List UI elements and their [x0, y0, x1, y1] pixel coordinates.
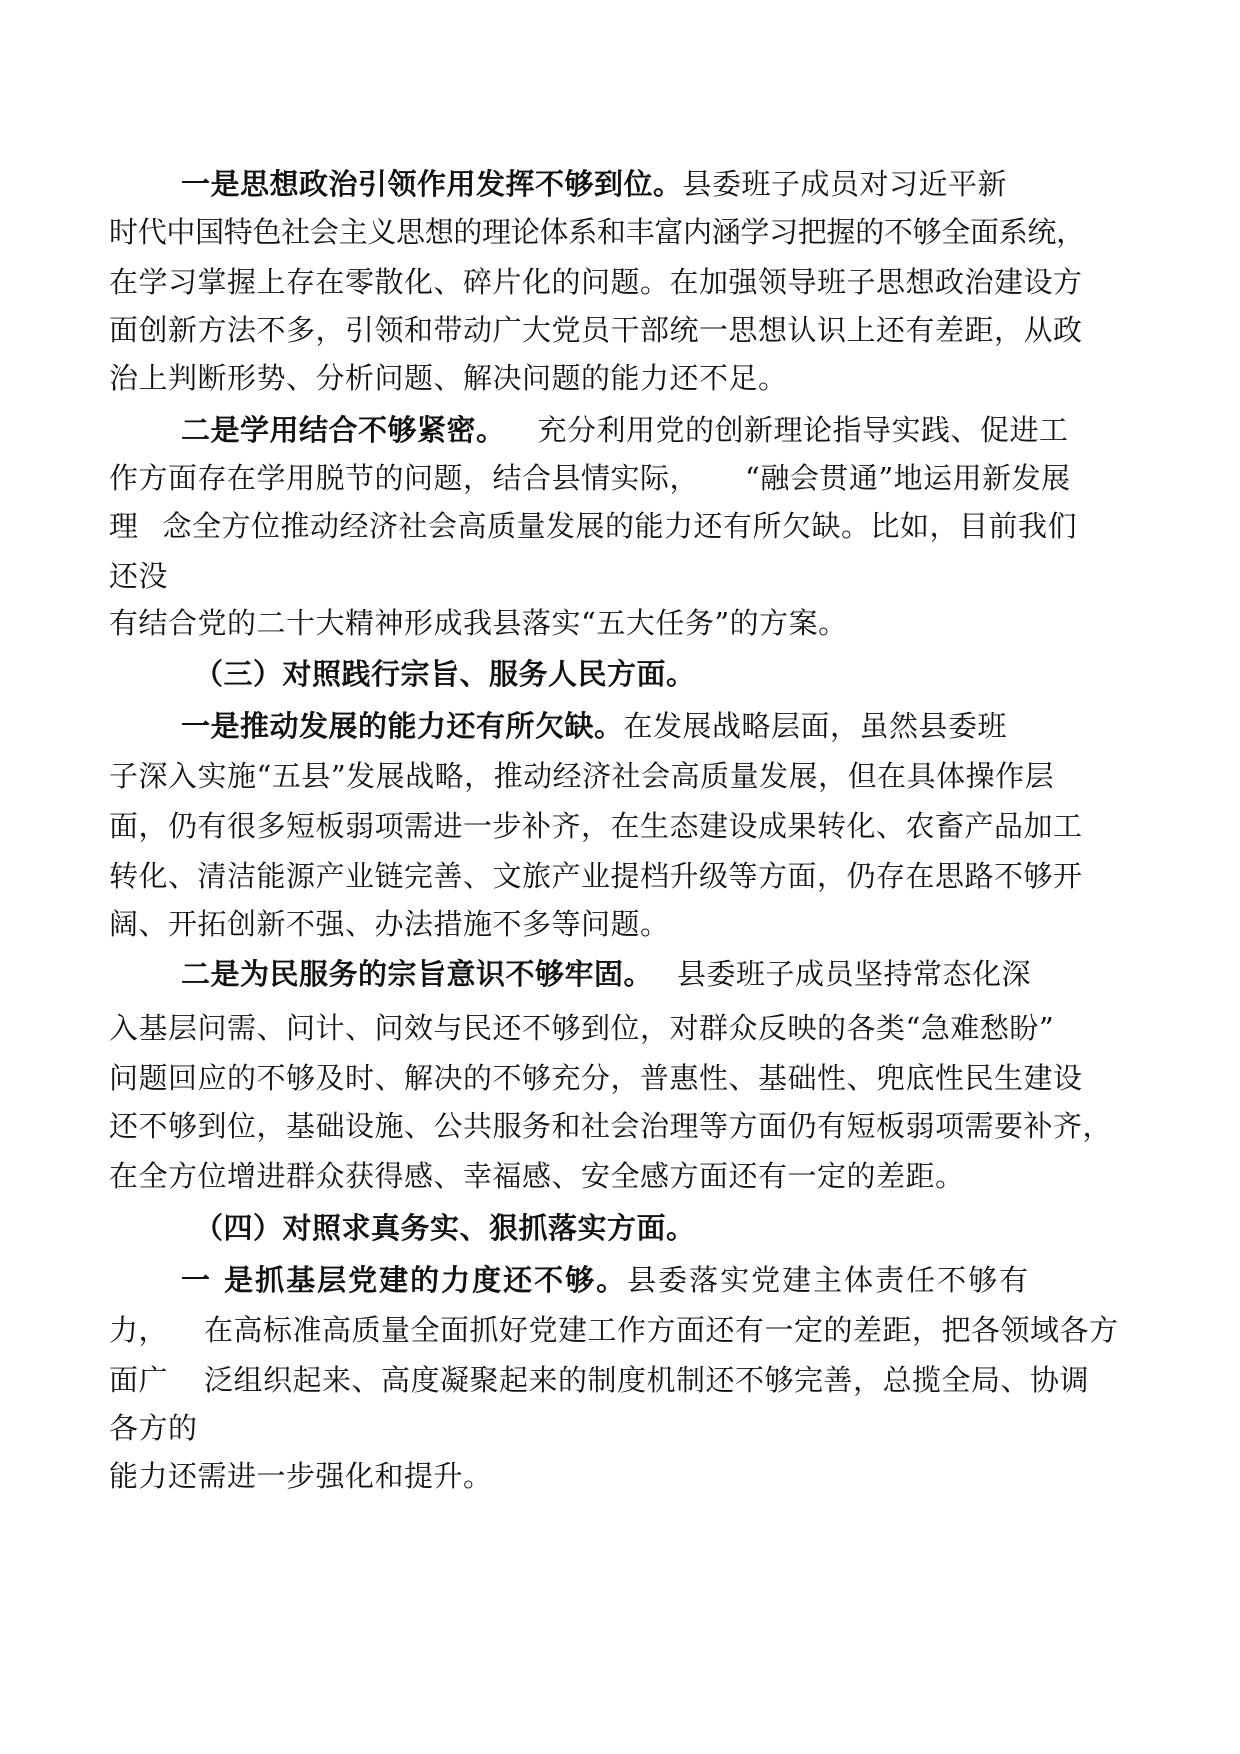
paragraph-3-line-2: 子深入实施“五县”发展战略，推动经济社会高质量发展，但在具体操作层: [109, 759, 1055, 793]
paragraph-4-line-5: 在全方位增进群众获得感、幸福感、安全感方面还有一定的差距。: [109, 1159, 965, 1193]
paragraph-1-line-5: 治上判断形势、分析问题、解决问题的能力还不足。: [109, 361, 788, 395]
paragraph-1-heading: 一是思想政治引领作用发挥不够到位。: [181, 167, 683, 201]
section-heading-3: （三）对照践行宗旨、服务人民方面。: [194, 657, 696, 691]
paragraph-2-text: 充分利用党的创新理论指导实践、促进工: [537, 413, 1069, 447]
paragraph-3-line-4: 转化、清洁能源产业链完善、文旅产业提档升级等方面，仍存在思路不够开: [109, 859, 1083, 893]
paragraph-1-text: 县委班子成员对习近平新: [682, 167, 1008, 201]
paragraph-1-line-4: 面创新方法不多，引领和带动广大党员干部统一思想认识上还有差距，从政: [109, 313, 1083, 347]
paragraph-4-line-4: 还不够到位，基础设施、公共服务和社会治理等方面仍有短板弱项需要补齐，: [109, 1109, 1113, 1143]
paragraph-5-line-1: [181, 1263, 1031, 1297]
paragraph-2-line-2: [109, 461, 1071, 495]
paragraph-4-line-2: 入基层问需、问计、问效与民还不够到位，对群众反映的各类“急难愁盼”: [109, 1011, 1055, 1045]
paragraph-5-line-3a: 面广: [109, 1363, 169, 1397]
paragraph-5-text: 县委落实党建主体责任不够有: [627, 1263, 1031, 1297]
paragraph-3-heading: 一是推动发展的能力还有所欠缺。: [181, 709, 624, 743]
paragraph-4-line-3: 问题回应的不够及时、解决的不够充分，普惠性、基础性、兜底性民生建设: [109, 1061, 1083, 1095]
paragraph-5-line-3b: 泛组织起来、高度凝聚起来的制度机制还不够完善，总揽全局、协调: [204, 1363, 1090, 1397]
paragraph-4-text: 县委班子成员坚持常态化深: [677, 957, 1032, 991]
paragraph-5-line-2: [109, 1313, 1119, 1347]
paragraph-2-heading: 二是学用结合不够紧密。: [181, 413, 506, 447]
paragraph-2-line-3a: 理: [109, 509, 139, 543]
paragraph-2-line-2b: “融会贯通”地运用新发展: [745, 461, 1071, 495]
paragraph-1-line-2: 时代中国特色社会主义思想的理论体系和丰富内涵学习把握的不够全面系统，: [109, 215, 1085, 249]
paragraph-5-line-5: 能力还需进一步强化和提升。: [109, 1459, 493, 1493]
paragraph-3-text: 在发展战略层面，虽然县委班: [623, 709, 1008, 743]
paragraph-2-line-1: [181, 413, 1069, 447]
paragraph-3-line-3: 面，仍有很多短板弱项需进一步补齐，在生态建设成果转化、农畜产品加工: [109, 809, 1083, 843]
paragraph-4-line-1: [181, 957, 1032, 991]
paragraph-5-line-3: [109, 1363, 1090, 1397]
paragraph-1-line-1: [181, 167, 1008, 201]
paragraph-1-line-3: 在学习掌握上存在零散化、碎片化的问题。在加强领导班子思想政治建设方: [109, 265, 1083, 299]
paragraph-4-heading: 二是为民服务的宗旨意识不够牢固。: [181, 957, 654, 991]
paragraph-2-line-3b: 念全方位推动经济社会高质量发展的能力还有所欠缺。比如，目前我们: [162, 509, 1078, 543]
paragraph-2-line-2a: 作方面存在学用脱节的问题，结合县情实际，: [109, 461, 700, 495]
paragraph-5-line-4: 各方的: [109, 1411, 198, 1445]
paragraph-3-line-1: [181, 709, 1008, 743]
paragraph-5-heading: 一 是抓基层党建的力度还不够。: [181, 1263, 628, 1297]
paragraph-3-line-5: 阔、开拓创新不强、办法措施不多等问题。: [109, 907, 670, 941]
paragraph-5-line-2a: 力，: [109, 1313, 169, 1347]
section-heading-4: （四）对照求真务实、狠抓落实方面。: [194, 1211, 696, 1245]
paragraph-5-line-2b: 在高标准高质量全面抓好党建工作方面还有一定的差距，把各领域各方: [204, 1313, 1119, 1347]
paragraph-2-line-3: [109, 509, 1078, 543]
paragraph-2-line-4: 还没: [109, 559, 169, 593]
paragraph-2-line-5: 有结合党的二十大精神形成我县落实“五大任务”的方案。: [109, 606, 848, 640]
